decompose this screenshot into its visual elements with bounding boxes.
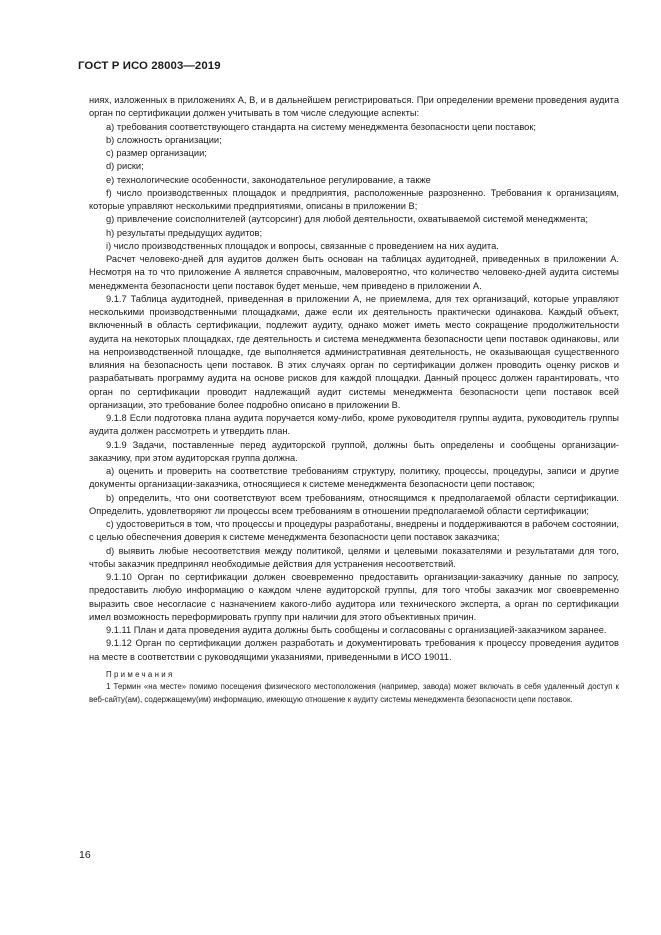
- notes-title: Примечания: [106, 669, 175, 679]
- clause-9-1-10: 9.1.10 Орган по сертификации должен своевременно предоставить организации-заказчику данные по запросу, предоставить любую информацию о каждом члене аудиторской группы, для того чтобы заказчик мог своевременно выразить свое несогласие с назначением какого-либо аудитора или технического эксперта, а орган по сертификации имел возможность переформировать группу при наличии для этого объективных причин.: [89, 572, 619, 622]
- task-item-c: с) удостовериться в том, что процессы и процедуры разработаны, внедрены и поддерживаются в рабочем состоянии, с целью обеспечения доверия к системе менеджмента безопасности цепи поставок заказчика;: [89, 519, 619, 543]
- list-item-a: а) требования соответствующего стандарта на систему менеджмента безопасности цепи поставок;: [106, 121, 537, 132]
- clause-9-1-8: 9.1.8 Если подготовка плана аудита поручается кому-либо, кроме руководителя группы аудита, руководитель группы аудита должен рассмотреть и утвердить план.: [89, 413, 619, 437]
- paragraph-intro: ниях, изложенных в приложениях А, В, и в дальнейшем регистрироваться. При определении времени проведения аудита орган по сертификации должен учитывать в том числе следующие аспекты:: [89, 95, 619, 119]
- note-1: 1 Термин «на месте» помимо посещения физического местоположения (например, завода) может включать в себя удаленный доступ к веб-сайту(ам), содержащему(им) информацию, имеющую отношение к аудиту системы менеджмента безопасности цепи поставок.: [89, 682, 619, 704]
- list-item-d: d) риски;: [106, 161, 144, 172]
- task-item-b: b) определить, что они соответствуют всем требованиям, относящимся к предполагаемой области сертификации. Определить, удовлетворяют ли процессы всем требованиям в отношении предполагаемой области сертификации;: [89, 492, 619, 516]
- document-header: ГОСТ Р ИСО 28003—2019: [78, 60, 221, 72]
- list-item-g: g) привлечение соисполнителей (аутсорсинг) для любой деятельности, охватываемой системой менеджмента;: [106, 214, 589, 225]
- list-item-e: е) технологические особенности, законодательное регулирование, а также: [106, 174, 431, 185]
- list-item-b: b) сложность организации;: [106, 134, 222, 145]
- list-item-f: f) число производственных площадок и предприятия, расположенные разрозненно. Требования к организациям, которые управляют несколькими предприятиями, описаны в приложении В;: [89, 187, 619, 211]
- page-number: 16: [79, 849, 91, 861]
- clause-9-1-9: 9.1.9 Задачи, поставленные перед аудиторской группой, должны быть определены и сообщены организации-заказчику, при этом аудиторская группа должна.: [89, 439, 619, 463]
- clause-9-1-11: 9.1.11 План и дата проведения аудита должны быть сообщены и согласованы с организацией-заказчиком заранее.: [106, 625, 607, 635]
- paragraph-calculation: Расчет человеко-дней для аудитов должен быть основан на таблицах аудитодней, приведенных в приложении А. Несмотря на то что приложение А является справочным, маловероятно, что количество человеко-дней аудита системы менеджмента безопасности цепи поставок будет меньше, чем приведено в приложении А.: [89, 254, 619, 291]
- clause-9-1-7: 9.1.7 Таблица аудитодней, приведенная в приложении А, не приемлема, для тех организаций, которые управляют несколькими производственными площадками, даже если их деятельность практически одинакова. Каждый объект, включенный в область сертификации, подлежит аудиту, однако может иметь место сокращение продолжительности аудита на некоторых площадках, где деятельность и система менеджмента безопасности цепи поставок одинаковы, или на непроизводственной площадке, где выполняется административная деятельность, не оказывающая существенного влияния на безопасность цепи поставок. В этих случаях орган по сертификации должен проводить оценку рисков и разрабатывать программу аудита на основе рисков для каждой площадки. Данный процесс должен гарантировать, что орган по сертификации проводит надлежащий аудит системы менеджмента безопасности цепи поставок всей организации, это требование более подробно описано в приложении В.: [89, 293, 619, 410]
- task-item-d: d) выявить любые несоответствия между политикой, целями и целевыми показателями и результатами для того, чтобы заказчик предпринял необходимые действия для устранения несоответствий.: [89, 545, 619, 569]
- list-item-h: h) результаты предыдущих аудитов;: [106, 227, 263, 238]
- list-item-c: c) размер организации;: [106, 148, 207, 158]
- task-item-a: а) оценить и проверить на соответствие требованиям структуру, политику, процессы, процедуры, записи и другие документы организации-заказчика, относящиеся к системе менеджмента безопасности цепи поставок;: [89, 466, 619, 490]
- list-item-i: i) число производственных площадок и вопросы, связанные с проведением на них аудита.: [106, 240, 499, 251]
- document-body: [89, 94, 619, 706]
- notes-section: [89, 669, 619, 706]
- clause-9-1-12: 9.1.12 Орган по сертификации должен разработать и документировать требования к процессу проведения аудитов на месте в соответствии с руководящими указаниями, приведенными в ИСО 19011.: [89, 638, 619, 662]
